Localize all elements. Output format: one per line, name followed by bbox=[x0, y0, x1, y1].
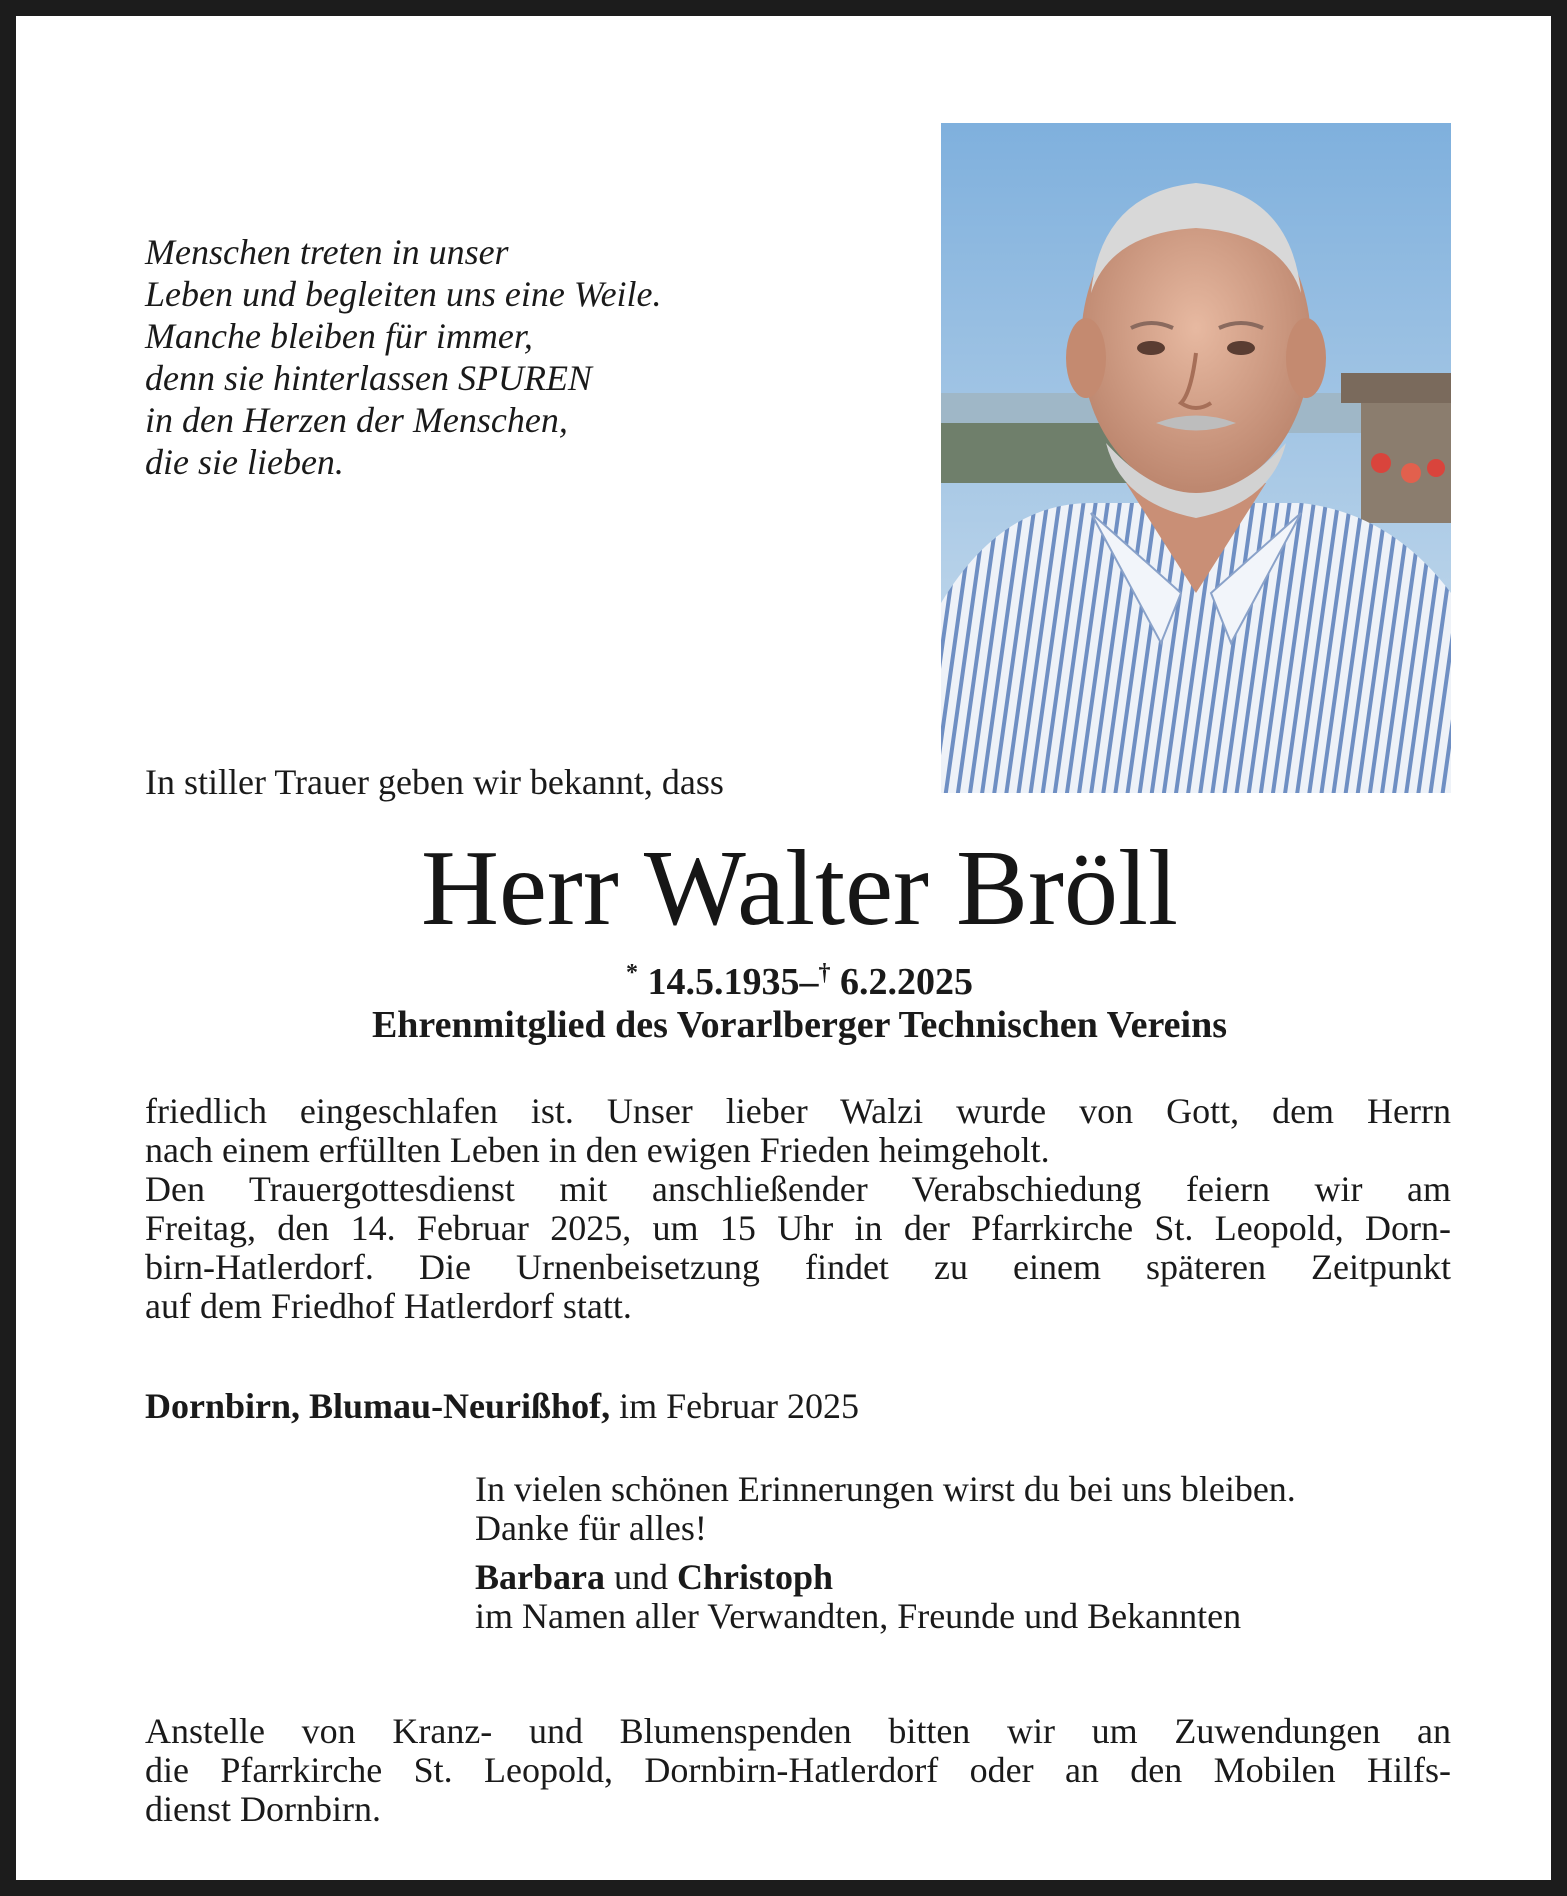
place-date: im Februar 2025 bbox=[619, 1386, 860, 1426]
body-line: nach einem erfüllten Leben in den ewigen Frieden heimgeholt. bbox=[145, 1130, 1050, 1170]
donation-note bbox=[145, 1712, 1451, 1829]
poem-line: Manche bleiben für immer, bbox=[145, 316, 533, 356]
body-line: friedlich eingeschlafen ist. Unser lieber Walzi wurde von Gott, dem Herrn bbox=[145, 1091, 1451, 1131]
life-dates bbox=[16, 950, 1567, 1005]
death-cross-icon: † bbox=[818, 960, 831, 986]
poem-line: die sie lieben. bbox=[145, 442, 344, 482]
body-line: birn-Hatlerdorf. Die Urnenbeisetzung findet zu einem späteren Zeitpunkt bbox=[145, 1247, 1451, 1287]
signers bbox=[475, 1558, 1451, 1597]
deceased-name: Herr Walter Bröll bbox=[420, 829, 1179, 948]
poem-line: denn sie hinterlassen SPUREN bbox=[145, 358, 592, 398]
date-separator: – bbox=[799, 961, 819, 1003]
signer-christoph: Christoph bbox=[677, 1557, 834, 1597]
closing-line: Anstelle von Kranz- und Blumenspenden bitten wir um Zuwendungen an bbox=[145, 1711, 1451, 1751]
memorial-poem bbox=[145, 231, 785, 483]
memory-line: In vielen schönen Erinnerungen wirst du bei uns bleiben. bbox=[475, 1469, 1296, 1509]
poem-line: in den Herzen der Menschen, bbox=[145, 400, 568, 440]
memory-block bbox=[475, 1470, 1451, 1636]
poem-line: Leben und begleiten uns eine Weile. bbox=[145, 274, 662, 314]
announcement-body bbox=[145, 1092, 1451, 1326]
honorary-title: Ehrenmitglied des Vorarlberger Technischen Vereins bbox=[371, 1004, 1228, 1046]
signer-barbara: Barbara bbox=[475, 1557, 605, 1597]
body-line: Freitag, den 14. Februar 2025, um 15 Uhr in der Pfarrkirche St. Leopold, Dorn- bbox=[145, 1208, 1451, 1248]
thanks-line: Danke für alles! bbox=[475, 1508, 707, 1548]
place-location: Dornbirn, Blumau-Neurißhof, bbox=[145, 1386, 611, 1426]
signer-conjunction: und bbox=[614, 1557, 668, 1597]
portrait-photo bbox=[941, 123, 1451, 793]
portrait-illustration bbox=[941, 123, 1451, 793]
closing-line: die Pfarrkirche St. Leopold, Dornbirn-Hatlerdorf oder an den Mobilen Hilfs- bbox=[145, 1750, 1451, 1790]
place-and-date bbox=[145, 1384, 859, 1428]
death-date: 6.2.2025 bbox=[840, 961, 973, 1003]
body-line: auf dem Friedhof Hatlerdorf statt. bbox=[145, 1286, 632, 1326]
announcement-intro: In stiller Trauer geben wir bekannt, dass bbox=[145, 762, 724, 802]
on-behalf-line: im Namen aller Verwandten, Freunde und Bekannten bbox=[475, 1596, 1242, 1636]
body-line: Den Trauergottesdienst mit anschließender Verabschiedung feiern wir am bbox=[145, 1169, 1451, 1209]
birth-date: 14.5.1935 bbox=[647, 961, 800, 1003]
poem-line: Menschen treten in unser bbox=[145, 232, 509, 272]
birth-star-icon: * bbox=[626, 960, 638, 986]
closing-line: dienst Dornbirn. bbox=[145, 1789, 381, 1829]
